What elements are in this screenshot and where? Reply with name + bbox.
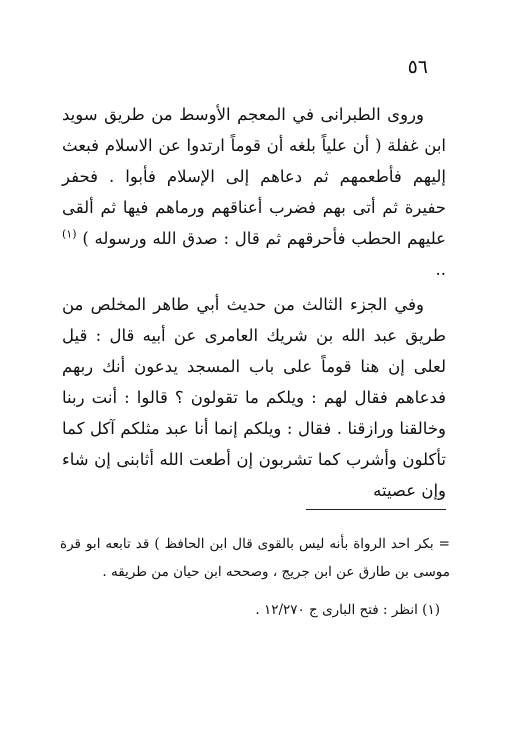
paragraph-2	[62, 289, 446, 506]
footnote-reference: (١)	[62, 227, 77, 241]
page-number: ٥٦	[407, 56, 428, 78]
paragraph-1	[62, 99, 446, 285]
paragraph-2-text: وفي الجزء الثالث من حديث أبي طاهر المخلص من طريق عبد الله بن شريك العامرى عن أبيه قال : قيل لعلى إن هنا قوماً على باب المسجد يدعون أنك ربهم فدعاهم فقال لهم : ويلكم ما تقولون ؟ قالوا : أنت ربنا وخالقنا ورازقنا . فقال : ويلكم إنما أنا عبد مثلكم آكل كما تأكلون وأشرب كما تشربون إن أطعت الله أثابنى إن شاء وإن عصيته	[62, 295, 446, 500]
main-text	[62, 99, 446, 506]
footnote-continuation: = بكر احد الرواة بأنه ليس بالقوى قال ابن الحافظ ) قد تابعه ابو قرة موسى بن طارق عن ابن جريج ، وصححه ابن حيان من طريقه .	[60, 536, 450, 580]
footnote-separator	[306, 509, 446, 510]
paragraph-1-text: وروى الطبرانى في المعجم الأوسط من طريق سويد ابن غفلة ( أن علياً بلغه أن قوماً ارتدوا عن الاسلام فبعث إليهم فأطعمهم ثم دعاهم إلى الإسلام فأبوا . فحفر حفيرة ثم أتى بهم فضرب أعناقهم ورماهم فيها ثم ألقى عليهم الحطب فأحرقهم ثم قال : صدق الله ورسوله )	[62, 105, 447, 248]
footnote-1: (١) انظر : فتح البارى ج ١٢/٢٧٠ .	[255, 602, 440, 618]
paragraph-1-end: ..	[435, 260, 446, 279]
footnotes	[60, 530, 450, 624]
